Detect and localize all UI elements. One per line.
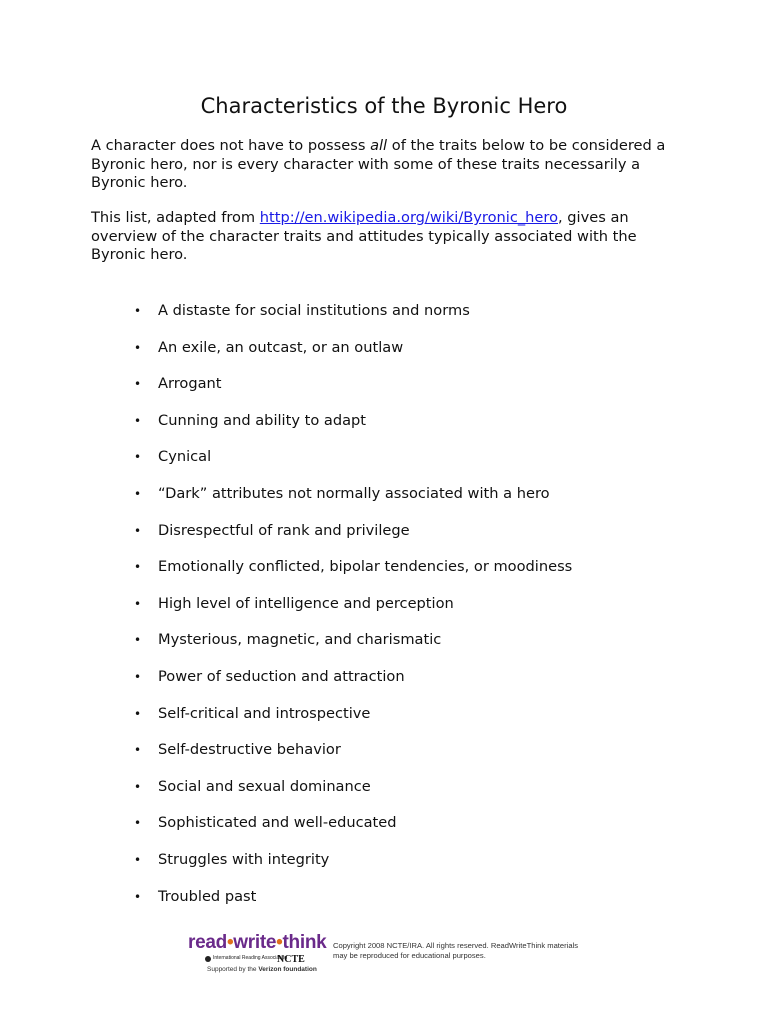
bullet-icon: • [134,560,142,575]
intro-p1-start: A character does not have to possess [91,137,371,154]
bullet-icon: • [134,816,142,831]
trait-list-item [0,483,600,505]
trait-list-item [0,373,600,395]
trait-text: Arrogant [158,375,222,393]
intro-p2-start: This list, adapted from [91,209,260,226]
trait-text: Struggles with integrity [158,851,330,868]
trait-text: Disrespectful of rank and privilege [158,521,410,539]
ncte-logo: NCTE [277,954,305,965]
trait-list-item [0,593,600,615]
bullet-icon: • [134,889,142,904]
bullet-icon: • [134,450,142,465]
wikipedia-link[interactable]: http://en.wikipedia.org/wiki/Byronic_hero [259,209,558,226]
trait-text: An exile, an outcast, or an outlaw [158,338,404,356]
readwritethink-logo [187,932,329,978]
supported-by-text: Supported by the Verizon foundation [207,966,317,973]
trait-list-item [0,776,600,798]
intro-p1-end: of the traits below to be considered a Byronic hero, nor is every character with some of these traits necessarily a Byronic hero. [91,137,666,191]
trait-list-item [0,446,600,468]
trait-list-item [0,629,600,651]
bullet-icon: • [134,523,142,538]
trait-list-item [0,520,600,542]
trait-list-item [0,886,600,908]
trait-list-item [0,337,600,359]
trait-list-item [0,849,600,871]
intro-p2-end: , gives an overview of the character traits and attitudes typically associated with the Byronic hero. [91,209,637,263]
ira-logo-text: International Reading Association [213,955,288,961]
footer [187,932,587,980]
trait-list-item [0,410,600,432]
trait-text: Power of seduction and attraction [158,668,405,685]
bullet-icon: • [134,670,142,684]
trait-text: “Dark” attributes not normally associated with a hero [158,485,550,502]
trait-text: Sophisticated and well-educated [158,814,397,832]
trait-text: Emotionally conflicted, bipolar tendencies, or moodiness [158,558,573,576]
intro-p1-emphasis: all [370,137,388,154]
bullet-icon: • [134,340,142,355]
bullet-icon: • [134,706,142,721]
bullet-icon: • [134,779,142,794]
trait-list-item [0,666,600,688]
logo-wordmark: read•write•think [188,932,327,953]
copyright-notice: Copyright 2008 NCTE/IRA. All rights reserved. ReadWriteThink materials may be reproduced for educational purposes. [333,941,579,960]
bullet-icon: • [134,487,142,501]
trait-text: Social and sexual dominance [158,777,371,795]
trait-text: Troubled past [158,887,257,905]
bullet-icon: • [134,596,142,611]
page-title: Characteristics of the Byronic Hero [200,94,568,118]
ira-logo-icon [205,956,211,962]
logo-dot: • [276,932,283,953]
intro-paragraph-1 [91,137,691,193]
trait-list-item [0,300,600,322]
intro-paragraph-2 [91,209,691,265]
bullet-icon: • [134,377,142,392]
bullet-icon: • [134,304,142,318]
trait-text: Self-destructive behavior [158,741,341,759]
bullet-icon: • [134,853,142,867]
trait-list-item [0,556,600,578]
bullet-icon: • [134,743,142,758]
bullet-icon: • [134,413,142,428]
trait-list-item [0,703,600,725]
trait-text: High level of intelligence and perception [158,594,454,612]
trait-text: Cunning and ability to adapt [158,411,367,429]
trait-text: Self-critical and introspective [158,704,371,722]
trait-list-item [0,739,600,761]
trait-text: A distaste for social institutions and norms [158,302,470,319]
bullet-icon: • [134,633,142,648]
trait-list-item [0,812,600,834]
trait-text: Mysterious, magnetic, and charismatic [158,631,442,649]
trait-text: Cynical [158,448,212,466]
